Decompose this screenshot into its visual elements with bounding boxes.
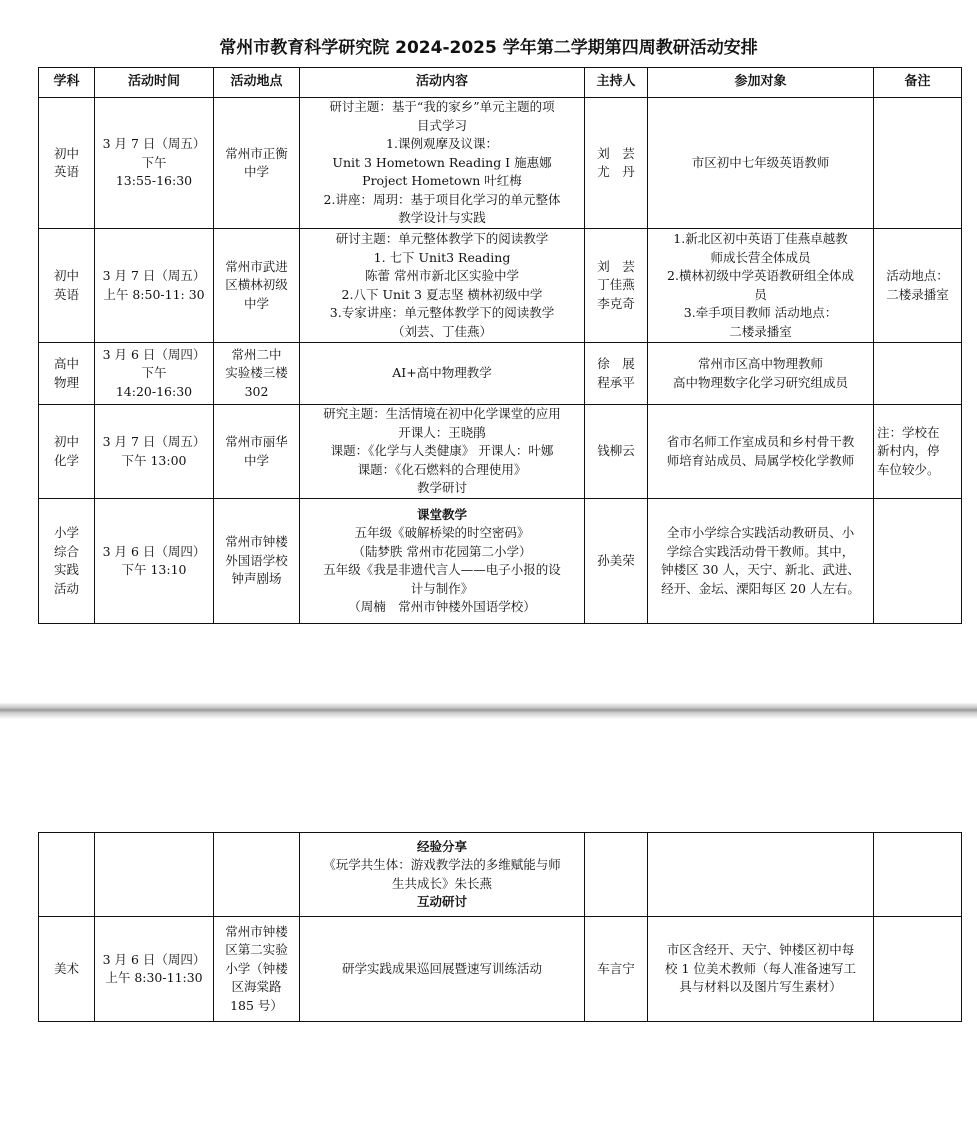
cell-empty — [39, 833, 95, 917]
cell-content — [300, 343, 585, 405]
cell-content — [300, 833, 585, 917]
place-line: 外国语学校 — [225, 552, 288, 568]
cell-place — [214, 343, 300, 405]
host-line: 徐 展 — [597, 356, 635, 371]
cell-note — [874, 917, 962, 1022]
content-line: 开课人：王晓鹃 — [398, 424, 486, 440]
header-place: 活动地点 — [214, 68, 300, 98]
place-line: 常州市武进 — [225, 258, 288, 274]
content-line: Project Hometown 叶红梅 — [362, 173, 522, 189]
cell-time — [95, 405, 214, 499]
table-row — [39, 343, 962, 405]
cell-content — [300, 98, 585, 229]
time-line: 下午 — [141, 365, 167, 381]
host-line: 刘 芸 — [597, 145, 635, 161]
audience-line: 2.横林初级中学英语教研组全体成 — [667, 268, 854, 283]
cell-subject: 美术 — [39, 917, 95, 1022]
audience-line: 校 1 位美术教师（每人准备速写工 — [665, 960, 856, 976]
page-title: 常州市教育科学研究院 2024-2025 学年第二学期第四周教研活动安排 — [219, 38, 758, 58]
cell-note — [874, 405, 962, 499]
time-line: 3 月 6 日（周四） — [102, 951, 206, 967]
place-line: 中学 — [243, 295, 269, 311]
content-line: 3.专家讲座：单元整体教学下的阅读教学 — [329, 305, 555, 320]
content-line: 2.讲座：周玥：基于项目化学习的单元整体 — [323, 191, 561, 207]
content-line: 五年级《我是非遗代言人——电子小报的设 — [323, 562, 561, 577]
subject-line: 初中 — [53, 145, 79, 161]
time-line: 3 月 7 日（周五） — [102, 268, 206, 283]
cell-content — [300, 229, 585, 343]
cell-host — [585, 405, 648, 499]
cell-place — [214, 229, 300, 343]
cell-audience — [648, 499, 874, 624]
time-line: 下午 13:10 — [121, 562, 187, 577]
cell-empty — [95, 833, 214, 917]
place-line: 185 号） — [230, 997, 283, 1013]
content-line: 1. 七下 Unit3 Reading — [373, 249, 511, 265]
cell-subject — [39, 499, 95, 624]
content-heading: 互动研讨 — [416, 894, 467, 909]
host-line: 钱柳云 — [597, 443, 635, 459]
cell-empty — [214, 833, 300, 917]
cell-content: 研学实践成果巡回展暨速写训练活动 — [300, 917, 585, 1022]
cell-time — [95, 98, 214, 229]
cell-time — [95, 343, 214, 405]
content-line: AI+高中物理教学 — [392, 365, 492, 381]
cell-note — [874, 499, 962, 624]
audience-line: 全市小学综合实践活动教研员、小 — [666, 525, 855, 540]
audience-line: 高中物理数字化学习研究组成员 — [672, 374, 848, 390]
cell-time — [95, 229, 214, 343]
subject-line: 高中 — [53, 356, 79, 371]
cell-note — [874, 98, 962, 229]
note-line: 新村内，停 — [877, 443, 940, 459]
content-line: 2.八下 Unit 3 夏志坚 横林初级中学 — [341, 286, 543, 302]
content-line: 计与制作》 — [410, 580, 474, 596]
cell-subject — [39, 405, 95, 499]
cell-subject — [39, 229, 95, 343]
subject-line: 物理 — [53, 374, 79, 390]
subject-line: 实践 — [53, 562, 79, 577]
time-line: 3 月 6 日（周四） — [102, 543, 206, 559]
subject-line: 初中 — [53, 268, 79, 283]
audience-line: 师成长营全体成员 — [710, 249, 811, 265]
cell-audience — [648, 98, 874, 229]
cell-host — [585, 229, 648, 343]
audience-line: 二楼录播室 — [729, 323, 792, 339]
place-line: 区海棠路 — [231, 979, 282, 995]
content-line: （刘芸、丁佳燕） — [391, 323, 492, 339]
time-line: 下午 13:00 — [121, 452, 187, 468]
page-break-divider — [0, 703, 977, 719]
time-line: 14:20-16:30 — [115, 383, 193, 399]
subject-line: 小学 — [53, 525, 79, 540]
place-line: 钟声剧场 — [231, 571, 282, 587]
cell-host: 车言宁 — [585, 917, 648, 1022]
cell-place — [214, 405, 300, 499]
audience-line: 经开、金坛、溧阳每区 20 人左右。 — [661, 580, 860, 596]
place-line: 常州市钟楼 — [225, 923, 288, 939]
content-line: 研究主题：生活情境在初中化学课堂的应用 — [323, 406, 561, 422]
subject-line: 综合 — [53, 543, 79, 559]
content-line: 陈蕾 常州市新北区实验中学 — [365, 268, 519, 283]
time-line: 3 月 7 日（周五） — [102, 136, 206, 152]
content-heading: 课堂教学 — [416, 506, 467, 522]
note-line: 车位较少。 — [877, 461, 940, 477]
table-row — [39, 405, 962, 499]
cell-audience — [648, 405, 874, 499]
header-time: 活动时间 — [95, 68, 214, 98]
table-row-continued — [39, 833, 962, 917]
header-content: 活动内容 — [300, 68, 585, 98]
subject-line: 英语 — [53, 286, 79, 302]
header-subject: 学科 — [39, 68, 95, 98]
host-line: 刘 芸 — [597, 258, 635, 274]
cell-host — [585, 343, 648, 405]
cell-place — [214, 98, 300, 229]
cell-empty — [648, 833, 874, 917]
header-host: 主持人 — [585, 68, 648, 98]
note-line: 活动地点： — [886, 268, 949, 283]
content-line: （陆梦胅 常州市花园第二小学） — [352, 543, 532, 559]
content-line: （周楠 常州市钟楼外国语学校） — [348, 599, 536, 614]
audience-line: 钟楼区 30 人，天宁、新北、武进、 — [661, 562, 860, 577]
content-line: 目式学习 — [416, 117, 467, 133]
audience-line: 员 — [754, 286, 767, 302]
cell-note — [874, 229, 962, 343]
content-heading: 经验分享 — [416, 838, 467, 854]
content-line: 课题：《化石燃料的合理使用》 — [357, 461, 527, 477]
note-line: 二楼录播室 — [886, 286, 949, 302]
cell-place — [214, 917, 300, 1022]
audience-line: 1.新北区初中英语丁佳燕卓越教 — [673, 231, 848, 246]
content-line: 课题：《化学与人类健康》 开课人：叶娜 — [330, 443, 554, 459]
cell-content — [300, 405, 585, 499]
place-line: 中学 — [243, 164, 269, 179]
content-line: 五年级《破解桥梁的时空密码》 — [354, 525, 530, 540]
place-line: 小学（钟楼 — [225, 960, 288, 976]
schedule-table-continued — [38, 832, 962, 1022]
cell-host — [585, 499, 648, 624]
subject-line: 英语 — [53, 164, 79, 179]
table-row — [39, 98, 962, 229]
audience-line: 省市名师工作室成员和乡村骨干教 — [666, 434, 855, 449]
audience-line: 常州市区高中物理教师 — [697, 356, 823, 371]
content-line: 研讨主题：基于“我的家乡”单元主题的项 — [329, 99, 555, 115]
cell-audience — [648, 229, 874, 343]
time-line: 上午 8:50-11: 30 — [103, 286, 205, 302]
audience-line: 学综合实践活动骨干教师。其中， — [666, 543, 855, 559]
header-note: 备注 — [874, 68, 962, 98]
audience-line: 师培育站成员、局属学校化学教师 — [666, 452, 855, 468]
host-line: 程承平 — [597, 374, 635, 390]
time-line: 3 月 6 日（周四） — [102, 346, 206, 362]
content-line: 教学研讨 — [416, 480, 467, 496]
content-line: 生共成长》朱长燕 — [391, 875, 492, 891]
subject-line: 初中 — [53, 434, 79, 449]
content-line: 《玩学共生体：游戏教学法的多维赋能与师 — [323, 857, 561, 872]
cell-content — [300, 499, 585, 624]
content-line: 教学设计与实践 — [398, 210, 486, 226]
cell-time — [95, 499, 214, 624]
subject-line: 活动 — [53, 580, 79, 596]
content-line: Unit 3 Hometown Reading I 施惠娜 — [332, 154, 552, 170]
time-line: 13:55-16:30 — [115, 173, 193, 189]
cell-subject — [39, 98, 95, 229]
table-row — [39, 499, 962, 624]
place-line: 常州二中 — [231, 346, 282, 362]
cell-place — [214, 499, 300, 624]
cell-audience — [648, 917, 874, 1022]
audience-line: 市区含经开、天宁、钟楼区初中每 — [666, 942, 855, 958]
place-line: 常州市正衡 — [225, 145, 288, 161]
time-line: 3 月 7 日（周五） — [102, 434, 206, 449]
cell-empty — [585, 833, 648, 917]
host-line: 丁佳燕 — [597, 277, 635, 293]
place-line: 区横林初级 — [225, 277, 288, 293]
cell-host — [585, 98, 648, 229]
table-header-row — [39, 68, 962, 98]
place-line: 实验楼三楼 — [225, 365, 288, 381]
cell-empty — [874, 833, 962, 917]
place-line: 常州市丽华 — [225, 434, 288, 449]
content-line: 研讨主题：单元整体教学下的阅读教学 — [335, 231, 549, 246]
time-line: 上午 8:30-11:30 — [105, 970, 203, 985]
table-row-art — [39, 917, 962, 1022]
place-line: 302 — [244, 383, 269, 399]
audience-line: 市区初中七年级英语教师 — [691, 154, 830, 170]
host-line: 尤 丹 — [597, 164, 635, 179]
audience-line: 3.牵手项目教师 活动地点： — [683, 305, 838, 320]
place-line: 中学 — [243, 452, 269, 468]
subject-line: 化学 — [53, 452, 79, 468]
note-line: 注：学校在 — [877, 424, 940, 440]
cell-audience — [648, 343, 874, 405]
time-line: 下午 — [141, 154, 167, 170]
host-line: 李克奇 — [597, 295, 635, 311]
place-line: 区第二实验 — [225, 942, 288, 958]
host-line: 孙美荣 — [597, 552, 635, 568]
table-row — [39, 229, 962, 343]
place-line: 常州市钟楼 — [225, 534, 288, 550]
cell-note — [874, 343, 962, 405]
cell-time — [95, 917, 214, 1022]
content-line: 1.课例观摩及议课： — [386, 136, 498, 152]
header-audience: 参加对象 — [648, 68, 874, 98]
schedule-table — [38, 67, 962, 624]
audience-line: 具与材料以及图片写生素材） — [679, 979, 842, 995]
cell-subject — [39, 343, 95, 405]
